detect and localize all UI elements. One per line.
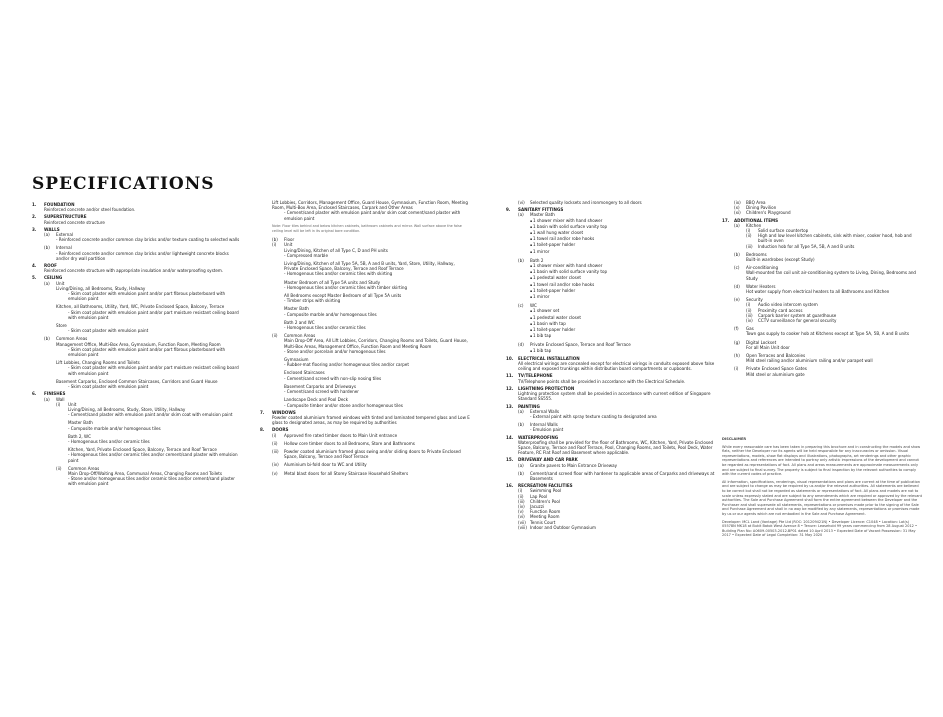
spec-text: - Timber strips with skirting	[284, 298, 340, 303]
section-number: 3.	[32, 226, 37, 232]
item-label: (h)	[734, 353, 740, 359]
spec-line	[506, 379, 716, 384]
section-title: ELECTRICAL INSTALLATION	[518, 355, 580, 361]
spec-line	[506, 471, 716, 481]
spec-text: Kitchen	[746, 222, 762, 228]
spec-section	[506, 356, 716, 372]
spec-text: Reinforced concrete structure with appropriate insulation and/or waterproofing system.	[44, 268, 224, 274]
spec-section	[506, 404, 716, 433]
spec-section	[722, 218, 922, 377]
spec-text: Living/Dining, Kitchen of all Type 5A, 5B, A and B units, Yard, Store, Utility, Hallway, Private Enclosed Space, Balcony, Terrace and Roof Terrace	[284, 261, 455, 272]
item-label: (b)	[734, 251, 740, 257]
spec-text: - Cement/sand plaster with emulsion paint and/or skim coat with emulsion paint	[68, 412, 233, 417]
spec-line	[32, 268, 242, 273]
section-number: 4.	[32, 263, 37, 269]
item-label: (vi)	[518, 200, 525, 205]
item-label: (c)	[518, 303, 524, 309]
spec-line	[32, 291, 242, 301]
spec-line	[506, 440, 716, 456]
spec-text: Lift Lobbies, Corridors, Management Office, Guard House, Gymnasium, Function Room, Meeting Room, Multi-Box Area, Enclosed Staircases, Carpark and Other Areas	[272, 200, 468, 211]
section-title: DOORS	[272, 427, 289, 433]
spec-line	[32, 220, 242, 225]
spec-line	[506, 348, 716, 354]
spec-text: Common Areas	[56, 336, 88, 342]
spec-text: Proximity card access	[758, 307, 803, 313]
spec-text: Master Bath	[284, 306, 309, 312]
item-label: (v)	[272, 470, 278, 476]
spec-text: - Cement/sand screed with non-slip nosing tiles	[284, 376, 381, 381]
spec-section	[32, 275, 242, 389]
spec-text: ▪ 1 shower set	[530, 308, 559, 314]
spec-line	[32, 207, 242, 212]
spec-line	[32, 347, 242, 357]
item-label: (a)	[44, 396, 50, 402]
item-label: (vi)	[518, 514, 525, 520]
item-label: (a)	[518, 462, 524, 468]
spec-column-4	[722, 200, 922, 378]
spec-text: Living/Dining, all Bedrooms, Study, Store, Utility, Hallway	[68, 406, 186, 412]
spec-line	[722, 233, 922, 243]
spec-text: Security	[746, 297, 763, 303]
spec-text: External	[56, 232, 73, 238]
spec-text: Common Areas	[284, 333, 316, 339]
spec-text: Main Drop-Off Area, All Lift Lobbies, Corridors, Changing Rooms and Toilets, Guard House, Multi-Box Areas, Management Office, Function Room and Meeting Room	[284, 338, 468, 349]
spec-text: Note: Floor tiles behind and below kitchen cabinets, bathroom cabinets and mirror. Wall surface above the false ceiling level will be left in its original bare condition.	[272, 223, 462, 234]
spec-text: All Bedrooms except Master Bedroom of all Type 5A units	[284, 293, 402, 299]
spec-section	[32, 263, 242, 273]
spec-text: Hot water supply from electrical heaters to all Bathrooms and Kitchen	[746, 289, 890, 295]
spec-line	[32, 452, 242, 462]
spec-text: ▪ 1 pedestal water closet	[530, 275, 581, 281]
spec-text: Bath 2	[530, 257, 544, 263]
spec-line	[260, 471, 470, 476]
spec-text: High and low level kitchen cabinets, sink with mixer, cooker hood, hob and built-in oven	[758, 233, 912, 244]
spec-text: Kitchen, Yard, Private Enclosed Space, Balcony, Terrace and Roof Terrace	[68, 447, 217, 453]
spec-line	[260, 200, 470, 210]
spec-text: Lightning protection system shall be provided in accordance with current edition of Singapore Standard SS555.	[518, 391, 711, 402]
spec-text: ▪ 1 toilet-paper holder	[530, 327, 575, 333]
spec-line	[260, 403, 470, 408]
spec-text: - Emulsion paint	[530, 427, 563, 432]
spec-line	[260, 224, 470, 234]
item-label: (b)	[518, 257, 524, 263]
spec-line	[506, 391, 716, 401]
spec-text: - Homogenous tiles and/or ceramic tiles and/or cement/sand plaster with emulsion paint	[68, 452, 242, 462]
section-title: FOUNDATION	[44, 202, 75, 207]
item-label: (i)	[746, 302, 751, 308]
spec-text: Carpark barrier system at guardhouse	[758, 312, 837, 318]
spec-text: Bath 2 and WC	[284, 319, 315, 325]
item-label: (iii)	[518, 498, 525, 504]
spec-section	[506, 435, 716, 456]
section-title: TV/TELEPHONE	[518, 373, 553, 379]
spec-text: - Compressed marble	[284, 253, 328, 258]
spec-text: Basement Carparks and Driveways	[284, 383, 356, 389]
item-label: (a)	[734, 222, 740, 228]
spec-text: ▪ 1 mirror	[530, 249, 549, 255]
section-title: WATERPROOFING	[518, 434, 559, 440]
section-title: ROOF	[44, 263, 57, 269]
spec-text: Landscape Deck and Pool Deck	[284, 397, 348, 403]
section-number: 1.	[32, 202, 37, 207]
spec-text: Aluminium bi-fold door to WC and Utility	[284, 462, 367, 468]
item-label: (i)	[518, 488, 523, 494]
spec-text: Main Drop-Off/Waiting Area, Communal Areas, Changing Rooms and Toilets	[68, 470, 222, 476]
disclaimer-paragraph: While every reasonable care has been taken in preparing this brochure and in constructing the models and show flats, neither the Developer nor its agents will be held responsible for any inaccuracies or omission. Visual representations, models, show flat displays and illustrations, photographs, art renderings and other graphic representations and references are intended to portray only artistic impressions of the development and cannot be regarded as representations of fact. All plans and areas measurements are approximate measurements only and are subject to final survey. The property is subject to final inspection by the relevant authorities to comply with the current codes of practice.	[722, 444, 921, 477]
spec-text: Unit	[56, 280, 65, 286]
spec-text: Living/Dining, Kitchen of all Type C, D and PH units	[284, 247, 388, 253]
spec-text: Master Bath	[530, 212, 555, 218]
spec-text: Cement/sand screed floor with hardener to applicable areas of Carparks and driveways at Basements	[530, 470, 715, 481]
spec-column-2	[260, 200, 470, 477]
section-number: 13.	[506, 403, 514, 409]
spec-section	[32, 391, 242, 486]
spec-text: Enclosed Staircases	[284, 370, 325, 376]
section-title: DRIVEWAY AND CAR PARK	[518, 457, 578, 463]
item-label: (b)	[518, 470, 524, 476]
spec-text: Common Areas	[68, 465, 100, 471]
spec-text: ▪ 1 basin with solid surface vanity top	[530, 269, 607, 275]
spec-text: Unit	[284, 242, 293, 248]
spec-column-1	[32, 200, 242, 488]
spec-text: ▪ 1 shower mixer with hand shower	[530, 263, 602, 269]
item-label: (ii)	[518, 493, 524, 499]
item-label: (f)	[734, 326, 739, 332]
item-label: (vii)	[518, 519, 526, 525]
spec-text: Powder coated aluminium framed windows with tinted and laminated tempered glass and Low E glass to designated areas, as may be required by authorities	[272, 414, 470, 426]
spec-text: Approved fire rated timber doors to Main Unit entrance	[284, 432, 398, 438]
item-label: (b)	[272, 237, 278, 243]
section-title: SUPERSTRUCTURE	[44, 214, 87, 220]
spec-text: Swimming Pool	[530, 488, 562, 494]
section-title: WINDOWS	[272, 409, 296, 415]
item-label: (a)	[518, 212, 524, 218]
disclaimer-paragraph: Developer: MCL Land (Vantage) Pte Ltd (ROC: 201209421N) • Developer Licence: C1048 • Location: Lot(s) 05578N MK18 at Bukit Batok West Avenue 8 • Tenure: Leasehold 99 years commencing from 28 August 2012 • Building Plan No: A0609-00503-2012-BP01 dated 10 April 2013 • Expected Date of Vacant Possession: 31 May 2017 • Expected Date of Legal Completion: 31 May 2020	[722, 519, 918, 538]
item-label: (d)	[734, 283, 740, 289]
item-label: (i)	[746, 228, 751, 234]
spec-text: - Stone and/or porcelain and/or homogenous tiles	[284, 349, 386, 354]
spec-line	[32, 237, 242, 242]
item-label: (a)	[518, 408, 524, 414]
section-number: 16.	[506, 483, 514, 489]
spec-text: ▪ 1 mirror	[530, 294, 549, 300]
section-number: 5.	[32, 275, 37, 281]
spec-text: - Rubber-mat flooring and/or homogenous tiles and/or carpet	[284, 362, 409, 367]
spec-line	[722, 331, 922, 336]
item-label: (e)	[734, 297, 740, 303]
spec-text: ▪ 1 bib tap	[530, 333, 551, 339]
spec-text: Waterproofing shall be provided for the floor of Bathrooms, WC, Kitchen, Yard, Private Enclosed Space, Balcony, Terrace and Roof Terrace, Pool, Changing Rooms, and Toilets, Pool Deck, Water Feature, RC Flat Roof and Basement where applicable.	[518, 439, 714, 456]
spec-text: External Walls	[530, 408, 559, 414]
section-number: 9.	[506, 207, 511, 213]
section-number: 14.	[506, 434, 514, 440]
spec-text: ▪ 1 pedestal water closet	[530, 315, 581, 321]
section-number: 12.	[506, 385, 514, 391]
spec-text: Jacuzzi	[530, 503, 544, 509]
spec-text: Granite pavers to Main Entrance Driveway	[530, 462, 618, 468]
item-label: (viii)	[518, 524, 528, 530]
spec-text: All electrical wirings are concealed except for electrical wirings in conduits exposed above false ceiling and exposed trunkings within distribution board compartments or cupboards.	[518, 361, 715, 372]
section-title: CEILING	[44, 275, 63, 281]
spec-text: ▪ 1 bib tap	[530, 348, 551, 354]
item-label: (v)	[518, 509, 524, 515]
spec-text: Gas	[746, 326, 754, 332]
section-title: PAINTING	[518, 403, 540, 409]
spec-text: Air-conditioning	[746, 265, 779, 271]
spec-text: Lap Pool	[530, 493, 548, 499]
spec-text: - Cement/sand screed with hardener	[284, 389, 359, 394]
spec-text: For all Main Unit door	[746, 344, 790, 350]
spec-text: - Composite marble and/or homogenous tiles	[284, 312, 377, 317]
spec-text: - Composite marble and/or homogenous tiles	[68, 426, 161, 431]
item-label: (i)	[272, 242, 277, 248]
item-label: (ii)	[746, 307, 752, 313]
disclaimer-block	[722, 437, 922, 541]
spec-text: Floor	[284, 237, 295, 243]
section-number: 6.	[32, 391, 37, 397]
spec-text: - Skim coat plaster with emulsion paint and/or part fibrous plasterboard with emulsion paint	[68, 291, 242, 301]
section-title: LIGHTNING PROTECTION	[518, 385, 575, 391]
spec-section	[506, 386, 716, 402]
spec-text: - Homogenous tiles and/or ceramic tiles with skirting	[284, 271, 392, 276]
spec-text: Bedrooms	[746, 251, 767, 257]
spec-text: - Skim coat plaster with emulsion paint	[68, 384, 148, 389]
spec-text: Master Bedroom of all Type 5A units and Study	[284, 279, 381, 285]
item-label: (a)	[44, 232, 50, 238]
item-label: (ii)	[272, 440, 278, 446]
spec-text: - Skim coat plaster with emulsion paint	[68, 328, 148, 333]
item-label: (a)	[44, 280, 50, 286]
spec-section	[260, 427, 470, 475]
spec-text: ▪ 1 toilet-paper holder	[530, 288, 575, 294]
spec-text: Bath 2, WC	[68, 433, 91, 439]
spec-text: Wall-mounted fan coil unit air-conditioning system to Living, Dining, Bedrooms and Study	[746, 270, 917, 281]
spec-text: Powder coated aluminium framed glass swing and/or sliding doors to Private Enclosed Space, Balcony, Terrace and Roof Terrace	[284, 448, 461, 460]
spec-text: Wall	[56, 396, 65, 402]
spec-text: Basement Carparks, Enclosed Common Staircases, Corridors and Guard House	[56, 378, 218, 384]
spec-text: - Skim coat plaster with emulsion paint and/or part moisture resistant ceiling board with emulsion paint	[68, 365, 242, 375]
spec-text: Open Terraces and Balconies	[746, 353, 806, 359]
spec-text: Indoor and Outdoor Gymnasium	[530, 524, 596, 530]
spec-section	[506, 200, 716, 205]
spec-text: Meeting Room	[530, 514, 560, 520]
spec-text: ▪ 1 wall hung water closet	[530, 230, 583, 236]
spec-text: ▪ 1 towel rail and/or robe hooks	[530, 236, 594, 242]
item-label: (ix)	[734, 200, 741, 205]
item-label: (i)	[272, 432, 277, 438]
item-label: (iv)	[272, 462, 279, 468]
item-label: (i)	[734, 366, 739, 372]
spec-text: Audio video intercom system	[758, 302, 818, 308]
spec-text: Water Heaters	[746, 283, 776, 289]
spec-text: - Reinforced concrete and/or common clay bricks and/or texture coating to selected walls	[56, 237, 239, 242]
spec-text: - Homogenous tiles and/or ceramic tiles	[284, 325, 366, 330]
spec-text: Metal blast doors for all Storey Staircase Household Shelters	[284, 470, 409, 476]
spec-text: - Skim coat plaster with emulsion paint and/or part fibrous plasterboard with emulsion paint	[68, 347, 242, 357]
spec-text: Living/Dining, all Bedrooms, Study, Hallway	[56, 285, 146, 291]
spec-text: Dining Pavilion	[746, 205, 777, 211]
spec-text: Mild steel or aluminium gate	[746, 371, 805, 377]
spec-section	[260, 410, 470, 426]
section-number: 7.	[260, 409, 265, 415]
spec-text: Kitchen, all Bathrooms, Utility, Yard, WC, Private Enclosed Space, Balcony, Terrace	[56, 304, 225, 310]
spec-text: Management Office, Multi-Box Area, Gymnasium, Function Room, Meeting Room	[56, 341, 221, 347]
spec-text: WC	[530, 303, 537, 309]
spec-section	[506, 457, 716, 481]
spec-line	[506, 427, 716, 432]
spec-text: Gymnasium	[284, 357, 309, 363]
spec-line	[32, 384, 242, 389]
spec-section	[506, 483, 716, 530]
spec-text: Tennis Court	[530, 519, 556, 525]
section-number: 11.	[506, 373, 514, 379]
spec-text: Store	[56, 323, 67, 329]
section-title: RECREATION FACILITIES	[518, 483, 573, 489]
item-label: (iii)	[746, 312, 753, 318]
spec-text: Children's Pool	[530, 498, 561, 504]
spec-text: - External paint with spray texture coating to designated area	[530, 414, 657, 419]
section-number: 8.	[260, 427, 265, 433]
spec-line	[506, 361, 716, 371]
spec-line	[260, 338, 470, 348]
spec-line	[32, 310, 242, 320]
spec-text: Town gas supply to cooker hob at Kitchens except at Type 5A, 5B, A and B units	[746, 331, 910, 337]
spec-text: - Composite timber and/or stone and/or homogenous tiles	[284, 403, 403, 408]
section-title: FINISHES	[44, 391, 66, 397]
disclaimer-paragraph: All information, specifications, renderings, visual representations and plans are current at the time of publication and are subject to change as may be required by us and/or the relevant authorities. All statements are believed to be correct but shall not be regarded as statements or representations of fact. All plans and models are not to scale unless expressly stated and are subject to any amendments which are required or approved by the relevant authorities. The Sale and Purchase Agreement shall form the entire agreement between the Developer and the Purchaser and shall supersede all statements, representations or promises made prior to the signing of the Sale and Purchase Agreement and shall in no way be modified by any statements, representations or promises made by us or our agents which are not embodied in the Sale and Purchase Agreement.	[722, 479, 922, 516]
spec-text: Built-in wardrobes (except Study)	[746, 257, 815, 263]
spec-section	[506, 373, 716, 383]
spec-section	[32, 227, 242, 261]
item-label: (x)	[734, 205, 740, 211]
spec-text: Internal Walls	[530, 422, 558, 428]
spec-section	[722, 200, 922, 216]
item-label: (b)	[518, 422, 524, 428]
section-number: 17.	[722, 217, 730, 223]
item-label: (iii)	[272, 448, 279, 454]
spec-text: Master Bath	[68, 420, 93, 426]
item-label: (ii)	[272, 333, 278, 339]
item-label: (i)	[56, 401, 61, 407]
spec-text: Hollow core timber doors to all Bedrooms, Store and Bathrooms	[284, 440, 415, 446]
spec-text: - Cement/sand plaster with emulsion paint and/or skim coat cement/sand plaster with emulsion paint	[284, 210, 470, 220]
item-label: (b)	[44, 336, 50, 342]
section-title: SANITARY FITTINGS	[518, 207, 564, 213]
spec-text: BBQ Area	[746, 200, 766, 205]
section-number: 2.	[32, 214, 37, 220]
spec-line	[32, 365, 242, 375]
spec-line	[260, 210, 470, 220]
spec-line	[260, 261, 470, 271]
spec-text: CCTV surveillance for general security	[758, 318, 837, 324]
spec-text: Mild steel railing and/or aluminium railing and/or parapet wall	[746, 358, 873, 364]
spec-line	[506, 525, 716, 530]
spec-line	[32, 251, 242, 261]
spec-text: - Skim coat plaster with emulsion paint and/or part moisture resistant ceiling board with emulsion paint	[68, 310, 242, 320]
spec-line	[722, 270, 922, 280]
item-label: (ii)	[56, 465, 62, 471]
page-title: SPECIFICATIONS	[32, 174, 215, 194]
item-label: (d)	[518, 342, 524, 348]
spec-line	[32, 476, 242, 486]
spec-text: - Homogenous tiles and/or ceramic tiles	[68, 439, 150, 444]
item-label: (iv)	[746, 318, 753, 324]
spec-text: Digital Lockset	[746, 339, 777, 345]
spec-text: - Reinforced concrete and/or common clay bricks and/or lightweight concrete blocks and/or dry wall partition	[56, 251, 242, 261]
spec-text: ▪ 1 toilet-paper holder	[530, 242, 575, 248]
spec-text: Private Enclosed Space, Terrace and Roof Terrace	[530, 342, 631, 348]
spec-text: Reinforced concrete and/or steel foundation.	[44, 207, 136, 213]
spec-line	[260, 415, 470, 425]
section-number: 15.	[506, 457, 514, 463]
spec-line	[260, 449, 470, 459]
disclaimer-title: DISCLAIMER	[722, 437, 747, 441]
item-label: (iv)	[518, 503, 525, 509]
spec-section	[506, 207, 716, 354]
item-label: (c)	[734, 265, 740, 271]
spec-line	[722, 210, 922, 215]
spec-text: - Stone and/or homogenous tiles and/or ceramic tiles and/or cement/sand plaster with emulsion paint	[68, 476, 242, 486]
spec-section	[260, 200, 470, 408]
spec-text: Selected quality locksets and ironmongery to all doors	[530, 200, 642, 205]
spec-text: ▪ 1 basin with solid surface vanity top	[530, 224, 607, 230]
section-title: WALLS	[44, 226, 60, 232]
spec-text: Induction hob for all Type 5A, 5B, A and B units	[758, 243, 855, 249]
spec-section	[32, 202, 242, 212]
spec-text: ▪ 1 basin with tap	[530, 321, 566, 327]
spec-text: Function Room	[530, 509, 561, 515]
spec-text: Solid surface countertop	[758, 228, 809, 234]
spec-line	[506, 200, 716, 205]
item-label: (g)	[734, 339, 740, 345]
spec-text: Unit	[68, 401, 77, 407]
item-label: (iii)	[746, 243, 753, 249]
spec-text: ▪ 1 shower mixer with hand shower	[530, 218, 602, 224]
spec-section	[32, 214, 242, 224]
spec-text: - Homogenous tiles and/or ceramic tiles with timber skirting	[284, 285, 407, 290]
section-title: ADDITIONAL ITEMS	[734, 217, 779, 223]
spec-line	[722, 372, 922, 377]
section-number: 10.	[506, 355, 514, 361]
spec-text: ▪ 1 towel rail and/or robe hooks	[530, 282, 594, 288]
item-label: (xi)	[734, 210, 741, 216]
spec-text: Private Enclosed Space Gates	[746, 366, 807, 372]
spec-column-3	[506, 200, 716, 531]
spec-text: Children's Playground	[746, 210, 791, 216]
spec-text: TV/Telephone points shall be provided in accordance with the Electrical Schedule.	[518, 378, 686, 384]
spec-text: Internal	[56, 245, 72, 251]
item-label: (b)	[44, 245, 50, 251]
spec-text: Reinforced concrete structure	[44, 219, 105, 225]
spec-text: Lift Lobbies, Changing Rooms and Toilets	[56, 360, 140, 366]
item-label: (ii)	[746, 233, 752, 239]
